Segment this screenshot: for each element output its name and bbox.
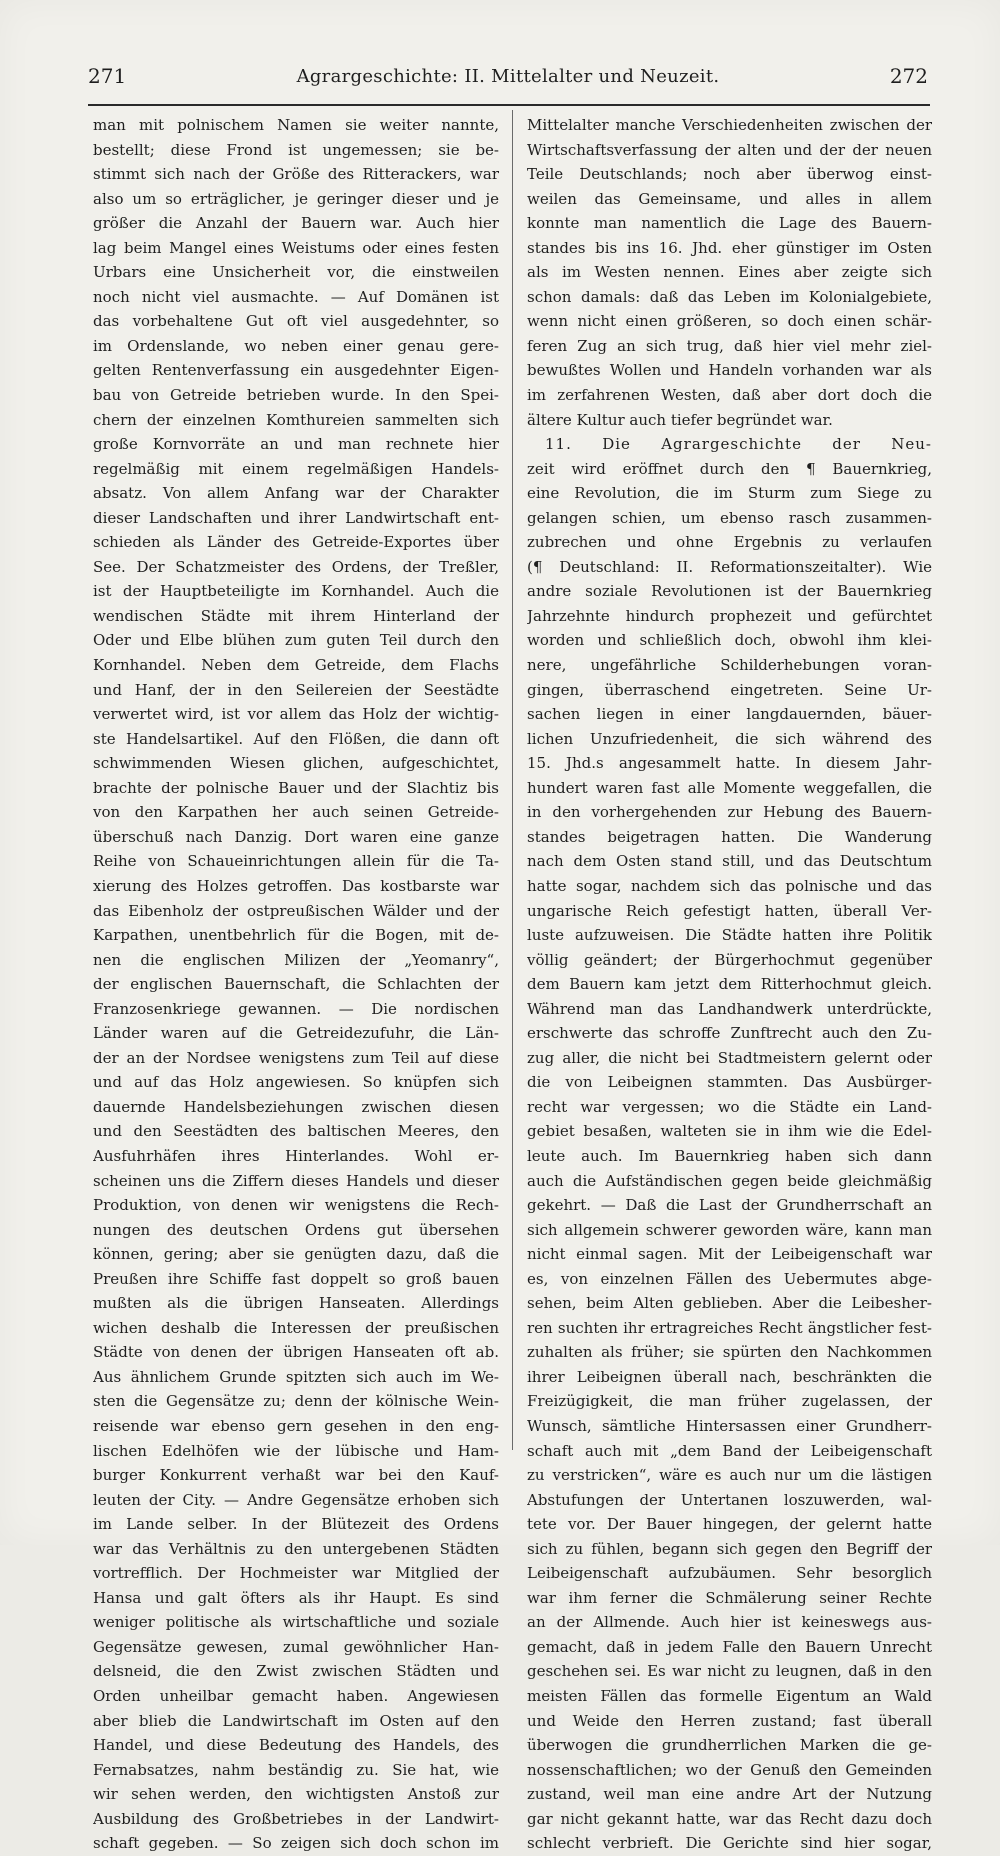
left-column-line: nungen des deutschen Ordens gut übersehen [93, 1220, 499, 1239]
left-column-line: Fernabsatzes, nahm beständig zu. Sie hat, wie [93, 1760, 499, 1779]
right-column-line: nach dem Osten stand still, und das Deutschtum [527, 852, 932, 871]
left-column-line: Preußen ihre Schiffe fast doppelt so groß bauen [93, 1269, 499, 1288]
left-column-line: Orden unheilbar gemacht haben. Angewiesen [93, 1687, 499, 1705]
left-column-line: regelmäßig mit einem regelmäßigen Handels- [93, 459, 499, 478]
left-column-line: Aus ähnlichem Grunde spitzten sich auch im We- [93, 1367, 499, 1386]
right-column-line: im zerfahrenen Westen, daß aber dort doch die [527, 386, 932, 405]
right-column-line: dem Bauern kam jetzt dem Ritterhochmut gleich. [527, 975, 932, 994]
right-column-line: nossenschaftlichen; wo der Genuß den Gemeinden [527, 1760, 932, 1779]
left-column-line: Ausfuhrhäfen ihres Hinterlandes. Wohl er- [93, 1146, 499, 1165]
left-column-line: dieser Landschaften und ihrer Landwirtschaft ent- [93, 508, 499, 527]
right-column-line: eine Revolution, die im Sturm zum Siege zu [527, 484, 932, 503]
left-column-line: können, gering; aber sie genügten dazu, daß die [93, 1245, 499, 1264]
right-column-line: hundert waren fast alle Momente weggefallen, die [527, 778, 932, 797]
right-column-line: sich zu fühlen, begann sich gegen den Begriff der [527, 1539, 932, 1558]
right-column-line: als im Westen nennen. Eines aber zeigte sich [527, 263, 932, 282]
right-column-line: tete vor. Der Bauer hingegen, der gelernt hatte [527, 1515, 932, 1534]
left-column-line: dauernde Handelsbeziehungen zwischen diesen [93, 1097, 499, 1116]
left-column-line: Franzosenkriege gewannen. — Die nordischen [93, 999, 499, 1018]
left-column-line: ste Handelsartikel. Auf den Flößen, die dann oft [93, 729, 499, 748]
right-column-line: Jahrzehnte hindurch prophezeit und gefürchtet [527, 606, 932, 625]
left-column-line: ist der Hauptbeteiligte im Kornhandel. Auch die [93, 582, 499, 601]
left-column-line: leuten der City. — Andre Gegensätze erhoben sich [93, 1490, 499, 1509]
left-column-line: von den Karpathen her auch seinen Getreide- [93, 803, 499, 822]
left-column-line: Karpathen, unentbehrlich für die Bogen, mit de- [93, 926, 499, 945]
right-column-line: gingen, überraschend eingetreten. Seine Ur- [527, 680, 932, 699]
right-column-line: gelangen schien, um ebenso rasch zusammen- [527, 508, 932, 527]
left-column-line: also um so erträglicher, je geringer dieser und je [93, 189, 499, 208]
right-column-line: Mittelalter manche Verschiedenheiten zwischen der [527, 116, 932, 134]
left-column-line: burger Konkurrent verhaßt war bei den Kauf- [93, 1466, 499, 1485]
right-column-line: meisten Fällen das formelle Eigentum an Wald [527, 1687, 932, 1705]
right-column-line: in den vorhergehenden zur Hebung des Bauern- [527, 803, 932, 822]
left-column-line: reisende war ebenso gern gesehen in den eng- [93, 1416, 499, 1435]
left-column-line: Produktion, von denen wir wenigstens die Rech- [93, 1196, 499, 1215]
right-column-line: worden und schließlich doch, obwohl ihm klei- [527, 631, 932, 650]
right-column-line: zustand, weil man eine andre Art der Nutzung [527, 1785, 932, 1804]
left-column-line: Oder und Elbe blühen zum guten Teil durch den [93, 631, 499, 650]
right-column-line: Leibeigenschaft aufzubäumen. Sehr besorglich [527, 1564, 932, 1583]
right-column-line: zuhalten als früher; sie spürten den Nachkommen [527, 1343, 932, 1362]
left-column-line: See. Der Schatzmeister des Ordens, der Treßler, [93, 557, 499, 576]
running-header [88, 64, 928, 94]
left-column-line: wichen deshalb die Interessen der preußischen [93, 1318, 499, 1337]
left-column-line: Gegensätze gewesen, zumal gewöhnlicher Han- [93, 1637, 499, 1656]
left-column-line: Kornhandel. Neben dem Getreide, dem Flachs [93, 656, 499, 675]
left-column-line: sten die Gegensätze zu; denn der kölnische Wein- [93, 1392, 499, 1411]
left-column-line: Reihe von Schaueinrichtungen allein für die Ta- [93, 852, 499, 871]
right-column-line: andre soziale Revolutionen ist der Bauernkrieg [527, 582, 932, 601]
left-column-line: überschuß nach Danzig. Dort waren eine ganze [93, 827, 499, 846]
right-column [527, 113, 932, 1856]
header-rule [88, 104, 930, 106]
running-title: Agrargeschichte: II. Mittelalter und Neuzeit. [296, 66, 720, 87]
right-column-line: gekehrt. — Daß die Last der Grundherrschaft an [527, 1196, 932, 1215]
right-column-line: gebiet besaßen, walteten sie in ihm wie die Edel- [527, 1122, 932, 1141]
right-column-line: völlig geändert; der Bürgerhochmut gegenüber [527, 950, 932, 969]
left-column-line: und Hanf, der in den Seilereien der Seestädte [93, 680, 499, 699]
left-column-line: und den Seestädten des baltischen Meeres, den [93, 1122, 499, 1141]
right-column-line: erschwerte das schroffe Zunftrecht auch den Zu- [527, 1024, 932, 1043]
right-column-line: sachen liegen in einer langdauernden, bäuer- [527, 705, 932, 724]
right-column-line: gemacht, daß in jedem Falle den Bauern Unrecht [527, 1637, 932, 1656]
right-column-line: standes bis ins 16. Jhd. eher günstiger im Osten [527, 238, 932, 257]
right-column-line: gar nicht gekannt hatte, war das Recht dazu doch [527, 1809, 932, 1828]
right-column-line: Wirtschaftsverfassung der alten und der der neuen [527, 140, 932, 159]
right-column-line: ihrer Leibeignen überall nach, beschränkten die [527, 1367, 932, 1386]
left-column [93, 113, 499, 1856]
right-column-line: schaft auch mit „dem Band der Leibeigenschaft [527, 1441, 932, 1460]
left-column-line: absatz. Von allem Anfang war der Charakter [93, 484, 499, 503]
page-number-left: 271 [88, 64, 127, 88]
left-column-line: bestellt; diese Frond ist ungemessen; sie be- [93, 140, 499, 159]
left-column-line: xierung des Holzes getroffen. Das kostbarste war [93, 876, 499, 895]
left-column-line: größer die Anzahl der Bauern war. Auch hier [93, 214, 499, 233]
right-column-line: schlecht verbrieft. Die Gerichte sind hier sogar, [527, 1834, 932, 1853]
right-column-line: konnte man namentlich die Lage des Bauern- [527, 214, 932, 233]
left-column-line: scheinen uns die Ziffern dieses Handels und dieser [93, 1171, 499, 1190]
right-column-line: ungarische Reich gefestigt hatten, überall Ver- [527, 901, 932, 920]
left-column-line: das Eibenholz der ostpreußischen Wälder und der [93, 901, 499, 920]
left-column-line: mußten als die übrigen Hanseaten. Allerdings [93, 1294, 499, 1313]
right-column-line: Wunsch, sämtliche Hintersassen einer Grundherr- [527, 1416, 932, 1435]
right-column-line: Während man das Landhandwerk unterdrückte, [527, 999, 932, 1018]
right-column-line: zeit wird eröffnet durch den ¶ Bauernkrieg, [527, 459, 932, 478]
left-column-line: Handel, und diese Bedeutung des Handels, des [93, 1736, 499, 1755]
right-column-line: recht war vergessen; wo die Städte ein Land- [527, 1097, 932, 1116]
right-column-line: auch die Aufständischen gegen beide gleichmäßig [527, 1171, 932, 1190]
right-column-line: hatte sogar, nachdem sich das polnische und das [527, 876, 932, 895]
right-column-line: zubrechen und ohne Ergebnis zu verlaufen [527, 533, 932, 552]
right-column-line: sich allgemein schwerer geworden wäre, kann man [527, 1220, 932, 1239]
column-divider [512, 110, 513, 1450]
left-column-line: Ausbildung des Großbetriebes in der Landwirt- [93, 1809, 499, 1828]
right-column-line: überwogen die grundherrlichen Marken die ge- [527, 1736, 932, 1755]
right-column-line: bewußtes Wollen und Handeln vorhanden war als [527, 361, 932, 380]
right-column-line: (¶ Deutschland: II. Reformationszeitalter). Wie [527, 557, 932, 576]
left-column-line: lag beim Mangel eines Weistums oder eines festen [93, 238, 499, 257]
left-column-line: war das Verhältnis zu den untergebenen Städten [93, 1539, 499, 1558]
left-column-line: noch nicht viel ausmachte. — Auf Domänen ist [93, 287, 499, 306]
left-column-line: brachte der polnische Bauer und der Slachtiz bis [93, 778, 499, 797]
right-column-line: feren Zug an sich trug, daß hier viel mehr ziel- [527, 336, 932, 355]
left-column-line: der an der Nordsee wenigstens zum Teil auf diese [93, 1048, 499, 1067]
right-column-line: sehen, beim Alten geblieben. Aber die Leibesher- [527, 1294, 932, 1313]
right-column-line: war ihm ferner die Schmälerung seiner Rechte [527, 1588, 932, 1607]
left-column-line: verwertet wird, ist vor allem das Holz der wichtig- [93, 705, 499, 724]
right-column-line: nicht einmal sagen. Mit der Leibeigenschaft war [527, 1245, 932, 1264]
left-column-line: der englischen Bauernschaft, die Schlachten der [93, 975, 499, 994]
right-column-line: 15. Jhd.s angesammelt hatte. In diesem Jahr- [527, 754, 932, 773]
left-column-line: schieden als Länder des Getreide-Exportes über [93, 533, 499, 552]
right-column-line: nere, ungefährliche Schilderhebungen voran- [527, 656, 932, 675]
right-column-line: die von Leibeignen stammten. Das Ausbürger- [527, 1073, 932, 1092]
left-column-line: Länder waren auf die Getreidezufuhr, die Län- [93, 1024, 499, 1043]
left-column-line: man mit polnischem Namen sie weiter nannte, [93, 116, 499, 134]
left-column-line: Hansa und galt öfters als ihr Haupt. Es sind [93, 1588, 499, 1607]
left-column-line: das vorbehaltene Gut oft viel ausgedehnter, so [93, 312, 499, 331]
left-column-line: weniger politische als wirtschaftliche und soziale [93, 1613, 499, 1632]
right-column-line: Teile Deutschlands; noch aber überwog einst- [527, 165, 932, 184]
page-number-right: 272 [889, 64, 928, 88]
right-column-line: es, von einzelnen Fällen des Uebermutes abge- [527, 1269, 932, 1288]
right-column-line: lichen Unzufriedenheit, die sich während des [527, 729, 932, 748]
right-column-line: an der Allmende. Auch hier ist keineswegs aus- [527, 1613, 932, 1632]
right-column-line: leute auch. Im Bauernkrieg haben sich dann [527, 1146, 932, 1165]
left-column-line: wir sehen werden, den wichtigsten Anstoß zur [93, 1785, 499, 1804]
left-column-line: wendischen Städte mit ihrem Hinterland der [93, 606, 499, 625]
left-column-line: gelten Rentenverfassung ein ausgedehnter Eigen- [93, 361, 499, 380]
left-column-line: im Lande selber. In der Blütezeit des Ordens [93, 1515, 499, 1534]
left-column-line: delsneid, die den Zwist zwischen Städten und [93, 1662, 499, 1681]
right-column-line: weilen das Gemeinsame, und alles in allem [527, 189, 932, 208]
right-column-line: standes beigetragen hatten. Die Wanderung [527, 827, 932, 846]
left-column-line: im Ordenslande, wo neben einer genau gere- [93, 336, 499, 355]
left-column-line: schwimmenden Wiesen glichen, aufgeschichtet, [93, 754, 499, 773]
right-column-line: zu verstricken“, wäre es auch nur um die lästigen [527, 1466, 932, 1485]
left-column-line: schaft gegeben. — So zeigen sich doch schon im [93, 1834, 499, 1853]
left-column-line: lischen Edelhöfen wie der lübische und Ham- [93, 1441, 499, 1460]
right-column-line: Abstufungen der Untertanen loszuwerden, wal- [527, 1490, 932, 1509]
right-column-line: zug aller, die nicht bei Stadtmeistern gelernt oder [527, 1048, 932, 1067]
right-column-line: geschehen sei. Es war nicht zu leugnen, daß in den [527, 1662, 932, 1681]
left-column-line: stimmt sich nach der Größe des Ritterackers, war [93, 165, 499, 184]
right-column-line: Freizügigkeit, die man früher zugelassen, der [527, 1392, 932, 1411]
right-column-line: 11. Die Agrargeschichte der Neu- [545, 435, 932, 454]
left-column-line: Städte von denen der übrigen Hanseaten oft ab. [93, 1343, 499, 1362]
left-column-line: vortrefflich. Der Hochmeister war Mitglied der [93, 1564, 499, 1583]
right-column-line: wenn nicht einen größeren, so doch einen schär- [527, 312, 932, 331]
right-column-line: ren suchten ihr ertragreiches Recht ängstlicher fest- [527, 1318, 932, 1337]
left-column-line: nen die englischen Milizen der „Yeomanry“, [93, 950, 499, 969]
right-column-line: ältere Kultur auch tiefer begründet war. [527, 410, 833, 429]
right-column-line: luste aufzuweisen. Die Städte hatten ihre Politik [527, 926, 932, 945]
left-column-line: große Kornvorräte an und man rechnete hier [93, 435, 499, 454]
left-column-line: aber blieb die Landwirtschaft im Osten auf den [93, 1711, 499, 1730]
right-column-line: schon damals: daß das Leben im Kolonialgebiete, [527, 287, 932, 306]
left-column-line: und auf das Holz angewiesen. So knüpfen sich [93, 1073, 499, 1092]
left-column-line: Urbars eine Unsicherheit vor, die einstweilen [93, 263, 499, 282]
right-column-line: und Weide den Herren zustand; fast überall [527, 1711, 932, 1730]
left-column-line: chern der einzelnen Komthureien sammelten sich [93, 410, 499, 429]
left-column-line: bau von Getreide betrieben wurde. In den Spei- [93, 386, 499, 405]
